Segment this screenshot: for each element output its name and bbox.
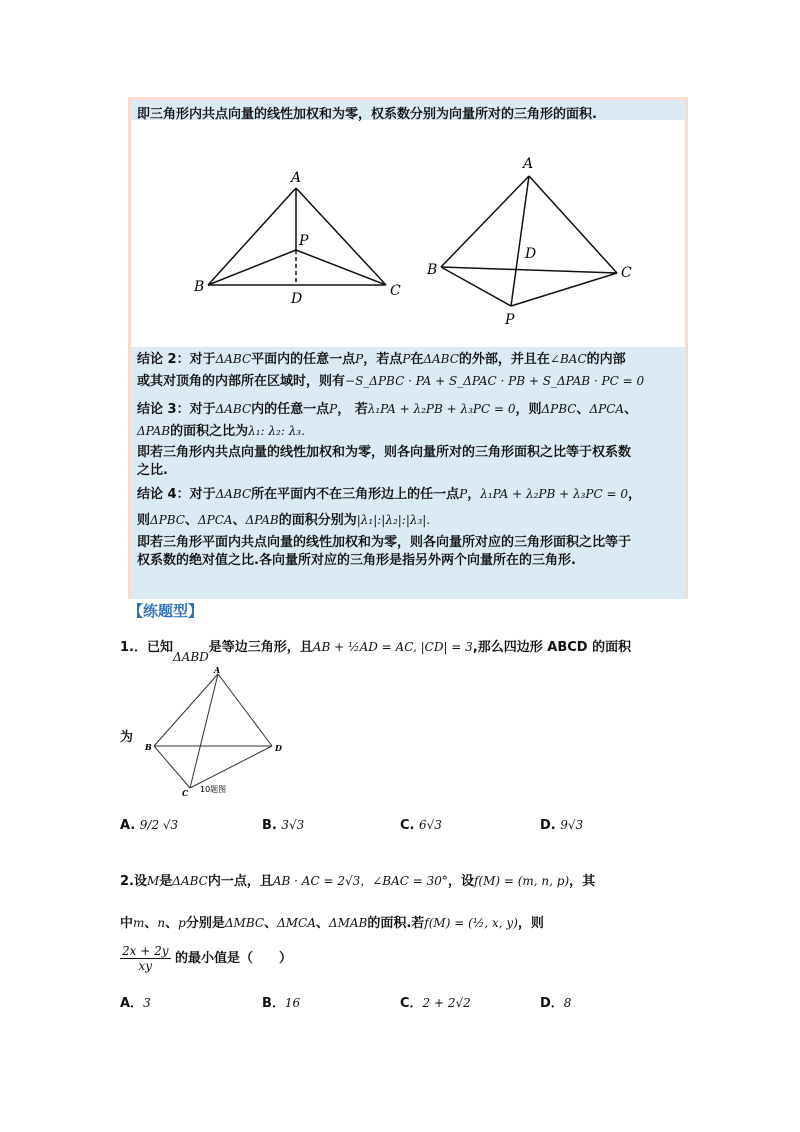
label-b: B	[194, 279, 205, 295]
math: ΔPAB	[137, 424, 171, 438]
question-2-option-c[interactable]	[400, 992, 471, 1011]
label-b: B	[145, 742, 152, 752]
option-letter: C.	[400, 818, 415, 833]
conclusion-4-line-2: 则ΔPBC、ΔPCA、ΔPAB的面积分别为|λ₁|:|λ₂|:|λ₃|.	[137, 513, 431, 528]
text: 、	[165, 916, 179, 931]
question-2-line-2	[120, 912, 544, 931]
text: 的面积之比为	[170, 424, 249, 439]
question-2-option-b[interactable]	[262, 992, 300, 1011]
text: 结论 4：对于	[137, 487, 216, 502]
math: ΔPBC	[541, 402, 577, 416]
conclusion-4-line-3: 即若三角形平面内共点向量的线性加权和为零，则各向量所对应的三角形面积之比等于	[137, 535, 632, 550]
label-c: C	[182, 788, 189, 798]
label-d: D	[275, 743, 282, 753]
option-value: 9√3	[560, 818, 584, 832]
text: ,那么四边形 ABCD 的面积	[472, 640, 632, 655]
edge-bc	[154, 746, 190, 788]
text: 在	[410, 352, 424, 367]
text: 、	[144, 916, 158, 931]
text: ，若点	[363, 352, 403, 367]
edge-ab	[208, 188, 296, 285]
math: M	[146, 874, 160, 888]
fraction	[120, 944, 171, 973]
option-value: 8	[563, 996, 572, 1010]
conclusion-3-line-3: 即若三角形内共点向量的线性加权和为零，则各向量所对的三角形面积之比等于权系数	[137, 445, 632, 460]
numerator: 2x + 2y	[122, 944, 169, 958]
edge-ac	[529, 176, 617, 273]
question-1-figure	[140, 664, 300, 799]
label-a: A	[523, 156, 534, 172]
text: ， 若	[337, 402, 368, 417]
option-value: 3√3	[281, 818, 305, 832]
text: 结论 2：对于	[137, 352, 216, 367]
question-2-option-a[interactable]	[120, 992, 151, 1011]
math: ΔPAB	[245, 513, 279, 527]
question-1-stem	[120, 636, 632, 664]
text: ，其	[569, 874, 596, 889]
edge-ac	[190, 674, 218, 788]
text: 分别是	[185, 916, 225, 931]
panel-conclusions	[131, 347, 685, 599]
text: 的最小值是（ ）	[175, 951, 293, 966]
triangle-figure-left	[186, 160, 406, 310]
math: ΔMCA	[277, 916, 316, 930]
option-value: 3	[143, 996, 151, 1010]
text: 的内部	[586, 352, 626, 367]
triangle-figure-right	[421, 148, 641, 328]
text: 所在平面内不在三角形边上的任一点	[251, 487, 460, 502]
label-c: C	[621, 265, 632, 281]
question-1-option-c[interactable]	[400, 818, 442, 833]
edge-cd	[190, 746, 272, 788]
option-value: 6√3	[419, 818, 442, 832]
conclusion-3-line-2	[137, 421, 305, 442]
formula: λ₁: λ₂: λ₃.	[248, 424, 305, 438]
formula: f(M) = (½, x, y)	[424, 916, 518, 930]
math: n	[157, 916, 166, 930]
edge-ab	[154, 674, 218, 746]
question-2-option-d[interactable]	[540, 992, 571, 1011]
math: ΔABC	[423, 352, 459, 366]
option-letter: C．	[400, 996, 423, 1011]
section-title: 【练题型】	[128, 602, 204, 620]
conclusion-panel	[128, 97, 688, 599]
formula: ，∠BAC = 30°	[360, 874, 448, 888]
math: P	[355, 352, 364, 366]
edge-pc	[296, 250, 386, 285]
formula: λ₁PA + λ₂PB + λ₃PC = 0	[480, 487, 628, 501]
math: ΔABC	[172, 874, 208, 888]
option-letter: A．	[120, 996, 144, 1011]
edge-ap	[511, 176, 529, 306]
conclusion-3-line-1: 结论 3：对于ΔABC内的任意一点P， 若λ₁PA + λ₂PB + λ₃PC = 0，则ΔPBC、ΔPCA、	[137, 402, 638, 417]
text: 、	[315, 916, 329, 931]
text: ，设	[447, 874, 474, 889]
text: 、	[264, 916, 278, 931]
label-d: D	[291, 291, 303, 307]
denominator: xy	[138, 959, 153, 973]
option-letter: D.	[540, 818, 556, 833]
math: ΔABC	[215, 352, 252, 366]
label-a: A	[214, 665, 221, 675]
formula: f(M) = (m, n, p)	[473, 874, 570, 888]
formula: |λ₁|:|λ₂|:|λ₃|.	[356, 513, 431, 527]
label-p: P	[505, 312, 515, 328]
conclusion-2-line-2	[137, 371, 644, 392]
text: 内的任意一点	[251, 402, 330, 417]
text: 平面内的任意一点	[251, 352, 356, 367]
text: ，则	[517, 916, 544, 931]
text: ，则	[515, 402, 542, 417]
conclusion-3-line-4: 之比.	[137, 463, 168, 478]
label-c: C	[390, 283, 401, 299]
edge-ab	[441, 176, 529, 267]
formula: AB · AC = 2√3	[272, 874, 361, 888]
text: 或其对顶角的内部所在区域时，则有	[137, 374, 346, 389]
conclusion-4-line-1: 结论 4：对于ΔABC所在平面内不在三角形边上的任一点P，λ₁PA + λ₂PB + λ₃PC = 0，	[137, 487, 641, 502]
text: 中	[120, 916, 134, 931]
math: ΔPBC	[150, 513, 185, 527]
conclusion-4-line-4: 权系数的绝对值之比.各向量所对应的三角形是指另外两个向量所在的三角形.	[137, 553, 576, 568]
option-letter: B．	[262, 996, 285, 1011]
math: m	[133, 916, 145, 930]
label-d: D	[525, 246, 537, 262]
formula: AB + ½AD = AC, |CD| = 3	[312, 640, 473, 654]
math: ∠BAC	[549, 352, 587, 366]
question-2-line-3	[120, 944, 292, 973]
math: p	[178, 916, 186, 930]
text: 结论 3：对于	[137, 402, 216, 417]
text: 1.．已知	[120, 640, 173, 655]
math: ΔABD	[172, 650, 209, 664]
label-a: A	[291, 170, 302, 186]
label-b: B	[427, 262, 438, 278]
figure-caption: 10题图	[200, 785, 227, 794]
text: 的外部，并且在	[458, 352, 550, 367]
edge-ad	[218, 674, 272, 746]
edge-pb	[208, 250, 296, 285]
text: 的面积.若	[367, 916, 425, 931]
panel-top-text: 即三角形内共点向量的线性加权和为零，权系数分别为向量所对的三角形的面积.	[137, 107, 597, 122]
question-1-option-d[interactable]	[540, 818, 583, 833]
text: 是	[159, 874, 173, 889]
math: ΔMBC	[224, 916, 265, 930]
edge-ac	[296, 188, 386, 285]
question-1-wei: 为	[120, 730, 134, 745]
math: ΔABC	[215, 402, 252, 416]
text: 内一点，且	[207, 874, 273, 889]
question-2-line-1	[120, 870, 595, 889]
question-1-option-a[interactable]	[120, 818, 178, 833]
edge-pb	[441, 267, 511, 306]
edge-bc	[441, 267, 617, 273]
edge-pc	[511, 273, 617, 306]
option-value: 2 + 2√2	[422, 996, 471, 1010]
option-value: 9/2 √3	[139, 818, 179, 832]
math: ΔMAB	[328, 916, 368, 930]
math: P	[402, 352, 411, 366]
option-letter: D．	[540, 996, 564, 1011]
label-p: P	[299, 233, 309, 249]
option-letter: B.	[262, 818, 277, 833]
math: ΔABC	[215, 487, 252, 501]
text: 的面积分别为	[278, 513, 357, 528]
formula: λ₁PA + λ₂PB + λ₃PC = 0	[367, 402, 516, 416]
option-value: 16	[284, 996, 301, 1010]
text: 2.设	[120, 874, 147, 889]
conclusion-2-line-1	[137, 349, 626, 370]
option-letter: A.	[120, 818, 136, 833]
text: 是等边三角形，且	[208, 640, 313, 655]
question-1-option-b[interactable]	[262, 818, 304, 833]
math: ΔPCA	[589, 402, 625, 416]
math: P	[329, 402, 338, 416]
math: ΔPCA	[198, 513, 233, 527]
formula: −S_ΔPBC · PA + S_ΔPAC · PB + S_ΔPAB · PC = 0	[345, 374, 645, 388]
math: P	[459, 487, 468, 501]
text: 则	[137, 513, 151, 528]
